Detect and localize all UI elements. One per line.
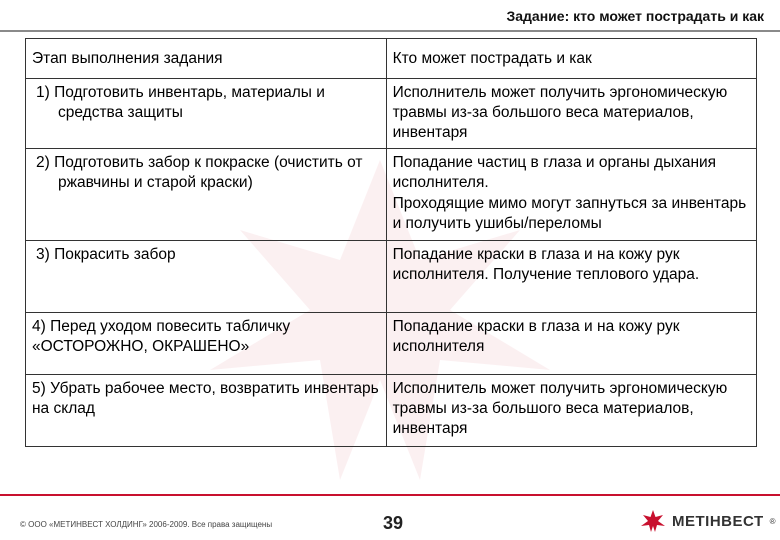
metinvest-star-icon [640,510,666,532]
risk-cell: Исполнитель может получить эргономическую травмы из-за большого веса материалов, инвентаря [392,84,728,141]
column-header-risk: Кто может пострадать и как [386,39,756,79]
stage-cell: 3) Покрасить забор [36,246,176,263]
table-header-row [26,39,757,79]
registered-mark: ® [769,516,776,526]
table-row [26,375,757,447]
logo-text: МЕТІНВЕСТ [672,512,764,530]
footer-divider [0,494,780,496]
table-row [26,313,757,375]
stage-cell: 5) Убрать рабочее место, возвратить инвентарь на склад [32,380,379,417]
copyright-notice: © ООО «МЕТИНВЕСТ ХОЛДИНГ» 2006-2009. Все права защищены [20,520,273,529]
risk-cell: Исполнитель может получить эргономическую травмы из-за большого веса материалов, инвентаря [392,380,728,437]
page-title: Задание: кто может пострадать и как [506,8,764,24]
table-row [26,79,757,149]
company-logo [640,510,776,532]
risk-cell: Проходящие мимо могут запнуться за инвентарь и получить ушибы/переломы [392,195,747,232]
risk-cell: Попадание частиц в глаза и органы дыхания исполнителя. [392,154,717,191]
risk-cell: Попадание краски в глаза и на кожу рук исполнителя [392,318,680,355]
stage-cell: 4) Перед уходом повесить табличку «ОСТОРОЖНО, ОКРАШЕНО» [32,318,291,355]
table-row [26,149,757,241]
stage-cell: 1) Подготовить инвентарь, материалы и средства защиты [36,84,325,121]
table-row [26,241,757,313]
risk-table [25,38,757,447]
header-divider [0,30,780,32]
column-header-stage: Этап выполнения задания [26,39,387,79]
risk-cell: Попадание краски в глаза и на кожу рук исполнителя. Получение теплового удара. [392,246,700,283]
stage-cell: 2) Подготовить забор к покраске (очистить от ржавчины и старой краски) [36,154,363,191]
page-number: 39 [383,513,404,533]
